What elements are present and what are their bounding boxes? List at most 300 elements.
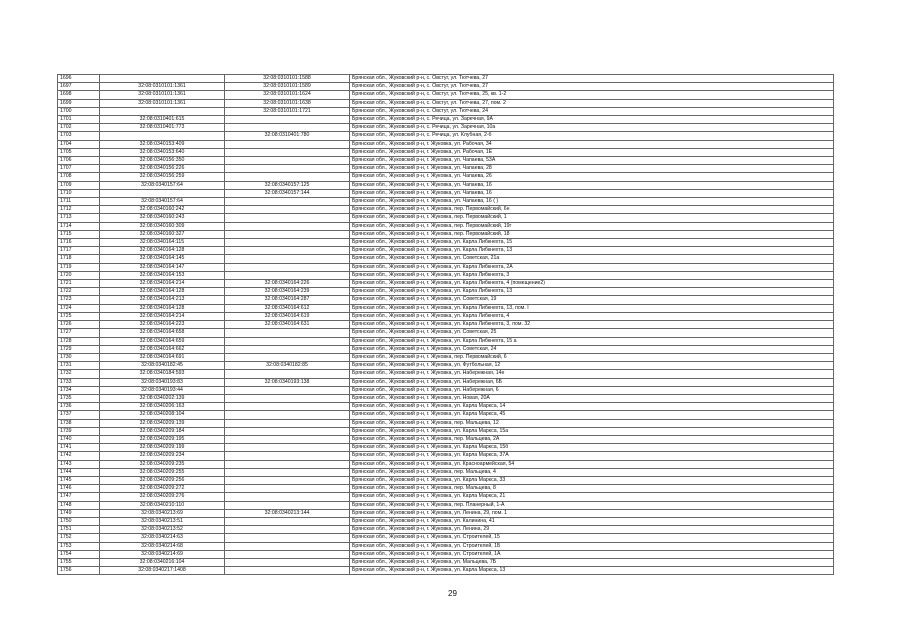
cadastral-number-parcel-cell: 32:08:0310101:1361: [100, 91, 225, 99]
address-cell: Брянская обл., Жуковский р-н, г. Жуковка, ул. Карла Маркса, 33: [350, 476, 834, 484]
address-cell: Брянская обл., Жуковский р-н, г. Жуковка, ул. Калинина, 41: [350, 517, 834, 525]
cadastral-number-building-cell: [225, 567, 350, 575]
cadastral-number-parcel-cell: 32:08:0340202:139: [100, 394, 225, 402]
cadastral-number-building-cell: [225, 403, 350, 411]
cadastral-number-parcel-cell: 32:08:0340164:213: [100, 296, 225, 304]
cadastral-number-building-cell: [225, 198, 350, 206]
cadastral-number-parcel-cell: 32:08:0340164:223: [100, 321, 225, 329]
row-number-cell: 1717: [58, 247, 100, 255]
cadastral-number-building-cell: [225, 493, 350, 501]
cadastral-number-building-cell: [225, 460, 350, 468]
row-number-cell: 1738: [58, 419, 100, 427]
cadastral-number-parcel-cell: 32:08:0340164:214: [100, 280, 225, 288]
table-row: [58, 460, 834, 468]
cadastral-number-building-cell: [225, 534, 350, 542]
cadastral-number-building-cell: [225, 337, 350, 345]
row-number-cell: 1718: [58, 255, 100, 263]
address-cell: Брянская обл., Жуковский р-н, г. Жуковка, пер. Мальцева, 4: [350, 468, 834, 476]
cadastral-number-parcel-cell: [100, 107, 225, 115]
cadastral-number-building-cell: [225, 329, 350, 337]
table-row: [58, 534, 834, 542]
table-row: [58, 75, 834, 83]
cadastral-number-building-cell: 32:08:0340164:619: [225, 312, 350, 320]
table-row: [58, 542, 834, 550]
address-cell: Брянская обл., Жуковский р-н, г. Жуковка, ул. Чапаева, 28: [350, 165, 834, 173]
address-cell: Брянская обл., Жуковский р-н, г. Жуковка, ул. Чапаева, 26: [350, 173, 834, 181]
row-number-cell: 1754: [58, 550, 100, 558]
table-row: [58, 124, 834, 132]
address-cell: Брянская обл., Жуковский р-н, г. Жуковка, ул. Ленина, 29, пом. 1: [350, 509, 834, 517]
cadastral-number-parcel-cell: 32:08:0340182:45: [100, 362, 225, 370]
table-row: [58, 362, 834, 370]
cadastral-number-parcel-cell: 32:08:0340213:51: [100, 517, 225, 525]
cadastral-number-parcel-cell: 32:08:0340164:147: [100, 263, 225, 271]
address-cell: Брянская обл., Жуковский р-н, г. Жуковка, ул. Карла Маркса, 21: [350, 493, 834, 501]
cadastral-number-parcel-cell: [100, 132, 225, 140]
address-cell: Брянская обл., Жуковский р-н, г. Жуковка, ул. Чапаева, 16: [350, 181, 834, 189]
cadastral-number-parcel-cell: 32:08:0340209:234: [100, 452, 225, 460]
cadastral-number-parcel-cell: 32:08:0340193:44: [100, 386, 225, 394]
cadastral-number-parcel-cell: 32:08:0340153:409: [100, 140, 225, 148]
cadastral-number-parcel-cell: 32:08:0310401:773: [100, 124, 225, 132]
address-cell: Брянская обл., Жуковский р-н, с. Речица, ул. Клубная, 2-б: [350, 132, 834, 140]
address-cell: Брянская обл., Жуковский р-н, г. Жуковка, ул. Карла Либкнехта, 15 а: [350, 337, 834, 345]
address-cell: Брянская обл., Жуковский р-н, г. Жуковка, пер. Первомайский, 19г: [350, 222, 834, 230]
cadastral-number-building-cell: [225, 140, 350, 148]
cadastral-number-building-cell: [225, 411, 350, 419]
row-number-cell: 1735: [58, 394, 100, 402]
row-number-cell: 1715: [58, 230, 100, 238]
row-number-cell: 1755: [58, 558, 100, 566]
row-number-cell: 1723: [58, 296, 100, 304]
cadastral-number-parcel-cell: 32:08:0340156:226: [100, 165, 225, 173]
cadastral-number-parcel-cell: 32:08:0340193:83: [100, 378, 225, 386]
address-cell: Брянская обл., Жуковский р-н, г. Жуковка, ул. Мальцева, 7Б: [350, 558, 834, 566]
row-number-cell: 1756: [58, 567, 100, 575]
address-cell: Брянская обл., Жуковский р-н, г. Жуковка, ул. Карла Либкнехта, 13: [350, 288, 834, 296]
table-row: [58, 378, 834, 386]
cadastral-number-building-cell: [225, 558, 350, 566]
row-number-cell: 1731: [58, 362, 100, 370]
row-number-cell: 1699: [58, 99, 100, 107]
cadastral-number-building-cell: 32:08:0340164:631: [225, 321, 350, 329]
cadastral-number-parcel-cell: 32:08:0340210:110: [100, 501, 225, 509]
cadastral-number-parcel-cell: 32:08:0340216:104: [100, 558, 225, 566]
table-row: [58, 173, 834, 181]
cadastral-number-parcel-cell: 32:08:0340209:235: [100, 460, 225, 468]
cadastral-number-building-cell: [225, 206, 350, 214]
table-row: [58, 189, 834, 197]
table-row: [58, 271, 834, 279]
row-number-cell: 1744: [58, 468, 100, 476]
table-row: [58, 353, 834, 361]
address-cell: Брянская обл., Жуковский р-н, г. Жуковка, ул. Новая, 20А: [350, 394, 834, 402]
table-row: [58, 394, 834, 402]
table-row: [58, 288, 834, 296]
cadastral-number-building-cell: [225, 526, 350, 534]
table-row: [58, 435, 834, 443]
table-row: [58, 157, 834, 165]
table-row: [58, 107, 834, 115]
registry-table: [57, 74, 834, 575]
cadastral-number-building-cell: [225, 165, 350, 173]
table-row: [58, 83, 834, 91]
cadastral-number-parcel-cell: 32:08:0340153:640: [100, 148, 225, 156]
table-row: [58, 452, 834, 460]
address-cell: Брянская обл., Жуковский р-н, г. Жуковка, ул. Карла Маркса, 45: [350, 411, 834, 419]
cadastral-number-parcel-cell: 32:08:0340164:214: [100, 312, 225, 320]
table-row: [58, 550, 834, 558]
cadastral-number-parcel-cell: 32:08:0340209:199: [100, 444, 225, 452]
table-row: [58, 526, 834, 534]
cadastral-number-building-cell: [225, 345, 350, 353]
cadastral-number-building-cell: 32:08:0340182:85: [225, 362, 350, 370]
row-number-cell: 1752: [58, 534, 100, 542]
address-cell: Брянская обл., Жуковский р-н, г. Жуковка, ул. Карла Маркса, 13: [350, 567, 834, 575]
row-number-cell: 1748: [58, 501, 100, 509]
table-row: [58, 91, 834, 99]
table-row: [58, 370, 834, 378]
address-cell: Брянская обл., Жуковский р-н, с. Речица, ул. Заречная, 10а: [350, 124, 834, 132]
address-cell: Брянская обл., Жуковский р-н, г. Жуковка, ул. Футбольная, 12: [350, 362, 834, 370]
address-cell: Брянская обл., Жуковский р-н, г. Жуковка, ул. Карла Маркса, 15а: [350, 427, 834, 435]
cadastral-number-building-cell: [225, 550, 350, 558]
cadastral-number-parcel-cell: 32:08:0340209:184: [100, 427, 225, 435]
cadastral-number-building-cell: 32:08:0310101:1588: [225, 75, 350, 83]
cadastral-number-building-cell: [225, 230, 350, 238]
table-row: [58, 255, 834, 263]
cadastral-number-parcel-cell: 32:08:0340160:327: [100, 230, 225, 238]
row-number-cell: 1698: [58, 91, 100, 99]
table-row: [58, 427, 834, 435]
cadastral-number-building-cell: [225, 517, 350, 525]
address-cell: Брянская обл., Жуковский р-н, г. Жуковка, ул. Карла Либкнехта, 4 (помещение2): [350, 280, 834, 288]
cadastral-number-parcel-cell: 32:08:0340209:255: [100, 468, 225, 476]
cadastral-number-parcel-cell: 32:08:0340213:52: [100, 526, 225, 534]
row-number-cell: 1706: [58, 157, 100, 165]
cadastral-number-building-cell: [225, 427, 350, 435]
cadastral-number-building-cell: 32:08:0340213:144: [225, 509, 350, 517]
cadastral-number-building-cell: [225, 386, 350, 394]
row-number-cell: 1734: [58, 386, 100, 394]
cadastral-number-building-cell: [225, 247, 350, 255]
cadastral-number-parcel-cell: 32:08:0310101:1361: [100, 83, 225, 91]
address-cell: Брянская обл., Жуковский р-н, г. Жуковка, ул. Чапаева, 16 ( ): [350, 198, 834, 206]
address-cell: Брянская обл., Жуковский р-н, с. Овстуг, ул. Тютчева, 27: [350, 75, 834, 83]
table-row: [58, 263, 834, 271]
cadastral-number-parcel-cell: [100, 75, 225, 83]
address-cell: Брянская обл., Жуковский р-н, г. Жуковка, ул. Строителей, 1А: [350, 550, 834, 558]
table-row: [58, 230, 834, 238]
row-number-cell: 1733: [58, 378, 100, 386]
row-number-cell: 1713: [58, 214, 100, 222]
cadastral-number-parcel-cell: 32:08:0340157:64: [100, 181, 225, 189]
cadastral-number-parcel-cell: 32:08:0340206:163: [100, 403, 225, 411]
cadastral-number-building-cell: 32:08:0340164:612: [225, 304, 350, 312]
address-cell: Брянская обл., Жуковский р-н, с. Овстуг, ул. Тютчева, 27: [350, 83, 834, 91]
row-number-cell: 1702: [58, 124, 100, 132]
cadastral-number-building-cell: [225, 271, 350, 279]
cadastral-number-building-cell: [225, 124, 350, 132]
address-cell: Брянская обл., Жуковский р-н, г. Жуковка, ул. Ленина, 29: [350, 526, 834, 534]
table-row: [58, 312, 834, 320]
address-cell: Брянская обл., Жуковский р-н, г. Жуковка, ул. Рабочая, 34: [350, 140, 834, 148]
address-cell: Брянская обл., Жуковский р-н, г. Жуковка, ул. Карла Либкнехта, 3: [350, 271, 834, 279]
cadastral-number-parcel-cell: 32:08:0340209:139: [100, 419, 225, 427]
cadastral-number-building-cell: 32:08:0340164:226: [225, 280, 350, 288]
table-row: [58, 468, 834, 476]
address-cell: Брянская обл., Жуковский р-н, г. Жуковка, ул. Карла Маркса, 37А: [350, 452, 834, 460]
cadastral-number-parcel-cell: 32:08:0340214:68: [100, 542, 225, 550]
row-number-cell: 1716: [58, 239, 100, 247]
address-cell: Брянская обл., Жуковский р-н, г. Жуковка, ул. Советская, 24: [350, 345, 834, 353]
table-row: [58, 181, 834, 189]
cadastral-number-parcel-cell: 32:08:0340217:1408: [100, 567, 225, 575]
address-cell: Брянская обл., Жуковский р-н, г. Жуковка, ул. Чапаева, 53А: [350, 157, 834, 165]
cadastral-number-parcel-cell: 32:08:0340209:256: [100, 476, 225, 484]
row-number-cell: 1745: [58, 476, 100, 484]
table-row: [58, 280, 834, 288]
address-cell: Брянская обл., Жуковский р-н, г. Жуковка, пер. Планерный, 1-А: [350, 501, 834, 509]
cadastral-number-building-cell: [225, 222, 350, 230]
row-number-cell: 1736: [58, 403, 100, 411]
row-number-cell: 1697: [58, 83, 100, 91]
table-row: [58, 247, 834, 255]
row-number-cell: 1737: [58, 411, 100, 419]
cadastral-number-building-cell: [225, 452, 350, 460]
address-cell: Брянская обл., Жуковский р-н, г. Жуковка, пер. Первомайский, 1: [350, 214, 834, 222]
address-cell: Брянская обл., Жуковский р-н, г. Жуковка, ул. Карла Маркса, 14: [350, 403, 834, 411]
row-number-cell: 1709: [58, 181, 100, 189]
cadastral-number-parcel-cell: 32:08:0340164:691: [100, 353, 225, 361]
table-row: [58, 501, 834, 509]
row-number-cell: 1711: [58, 198, 100, 206]
cadastral-number-parcel-cell: 32:08:0340164:128: [100, 288, 225, 296]
row-number-cell: 1712: [58, 206, 100, 214]
table-row: [58, 140, 834, 148]
cadastral-number-parcel-cell: 32:08:0340208:104: [100, 411, 225, 419]
address-cell: Брянская обл., Жуковский р-н, г. Жуковка, пер. Мальцева, 8: [350, 485, 834, 493]
table-row: [58, 148, 834, 156]
row-number-cell: 1749: [58, 509, 100, 517]
table-row: [58, 517, 834, 525]
cadastral-number-building-cell: [225, 419, 350, 427]
row-number-cell: 1701: [58, 116, 100, 124]
row-number-cell: 1707: [58, 165, 100, 173]
address-cell: Брянская обл., Жуковский р-н, г. Жуковка, пер. Первомайский, 18: [350, 230, 834, 238]
row-number-cell: 1714: [58, 222, 100, 230]
cadastral-number-building-cell: [225, 468, 350, 476]
cadastral-number-building-cell: [225, 501, 350, 509]
cadastral-number-building-cell: [225, 116, 350, 124]
cadastral-number-building-cell: 32:08:0340193:138: [225, 378, 350, 386]
table-row: [58, 403, 834, 411]
address-cell: Брянская обл., Жуковский р-н, г. Жуковка, ул. Строителей, 15: [350, 534, 834, 542]
table-row: [58, 337, 834, 345]
address-cell: Брянская обл., Жуковский р-н, г. Жуковка, пер. Первомайский, 6: [350, 353, 834, 361]
row-number-cell: 1721: [58, 280, 100, 288]
cadastral-number-parcel-cell: 32:08:0340213:69: [100, 509, 225, 517]
row-number-cell: 1705: [58, 148, 100, 156]
row-number-cell: 1751: [58, 526, 100, 534]
row-number-cell: 1724: [58, 304, 100, 312]
row-number-cell: 1726: [58, 321, 100, 329]
table-row: [58, 485, 834, 493]
cadastral-number-building-cell: 32:08:0310101:1721: [225, 107, 350, 115]
table-row: [58, 321, 834, 329]
cadastral-number-parcel-cell: [100, 189, 225, 197]
table-row: [58, 567, 834, 575]
address-cell: Брянская обл., Жуковский р-н, г. Жуковка, ул. Чапаева, 16: [350, 189, 834, 197]
address-cell: Брянская обл., Жуковский р-н, г. Жуковка, пер. Мальцева, 12: [350, 419, 834, 427]
table-row: [58, 206, 834, 214]
cadastral-number-parcel-cell: 32:08:0340209:276: [100, 493, 225, 501]
table-row: [58, 214, 834, 222]
address-cell: Брянская обл., Жуковский р-н, г. Жуковка, ул. Карла Либкнехта, 13: [350, 247, 834, 255]
table-row: [58, 239, 834, 247]
cadastral-number-building-cell: [225, 370, 350, 378]
row-number-cell: 1742: [58, 452, 100, 460]
address-cell: Брянская обл., Жуковский р-н, г. Жуковка, ул. Набережная, 6Б: [350, 378, 834, 386]
address-cell: Брянская обл., Жуковский р-н, г. Жуковка, пер. Первомайский, 6н: [350, 206, 834, 214]
address-cell: Брянская обл., Жуковский р-н, с. Овстуг, ул. Тютчева, 24: [350, 107, 834, 115]
cadastral-number-parcel-cell: 32:08:0340164:145: [100, 255, 225, 263]
cadastral-number-parcel-cell: 32:08:0340184:593: [100, 370, 225, 378]
cadastral-number-building-cell: [225, 444, 350, 452]
cadastral-number-parcel-cell: 32:08:0340164:128: [100, 247, 225, 255]
row-number-cell: 1704: [58, 140, 100, 148]
cadastral-number-building-cell: [225, 239, 350, 247]
cadastral-number-parcel-cell: 32:08:0340157:64: [100, 198, 225, 206]
row-number-cell: 1720: [58, 271, 100, 279]
address-cell: Брянская обл., Жуковский р-н, с. Речица, ул. Заречная, 9А: [350, 116, 834, 124]
address-cell: Брянская обл., Жуковский р-н, г. Жуковка, ул. Советская, 19: [350, 296, 834, 304]
table-row: [58, 198, 834, 206]
cadastral-number-building-cell: [225, 148, 350, 156]
row-number-cell: 1722: [58, 288, 100, 296]
row-number-cell: 1710: [58, 189, 100, 197]
cadastral-number-parcel-cell: 32:08:0340160:243: [100, 214, 225, 222]
address-cell: Брянская обл., Жуковский р-н, с. Овстуг, ул. Тютчева, 25, кв. 1-2: [350, 91, 834, 99]
cadastral-number-building-cell: [225, 476, 350, 484]
registry-table-body: [58, 75, 834, 575]
cadastral-number-parcel-cell: 32:08:0340209:272: [100, 485, 225, 493]
row-number-cell: 1743: [58, 460, 100, 468]
cadastral-number-building-cell: [225, 485, 350, 493]
row-number-cell: 1725: [58, 312, 100, 320]
cadastral-number-building-cell: 32:08:0340157:125: [225, 181, 350, 189]
cadastral-number-parcel-cell: 32:08:0340156:259: [100, 173, 225, 181]
row-number-cell: 1740: [58, 435, 100, 443]
cadastral-number-building-cell: 32:08:0310101:1638: [225, 99, 350, 107]
address-cell: Брянская обл., Жуковский р-н, г. Жуковка, ул. Карла Либкнехта, 2А: [350, 263, 834, 271]
address-cell: Брянская обл., Жуковский р-н, г. Жуковка, ул. Строителей, 1Б: [350, 542, 834, 550]
row-number-cell: 1750: [58, 517, 100, 525]
cadastral-number-building-cell: [225, 435, 350, 443]
address-cell: Брянская обл., Жуковский р-н, г. Жуковка, ул. Набережная, 14е: [350, 370, 834, 378]
row-number-cell: 1746: [58, 485, 100, 493]
cadastral-number-building-cell: [225, 255, 350, 263]
row-number-cell: 1719: [58, 263, 100, 271]
cadastral-number-building-cell: 32:08:0310101:1589: [225, 83, 350, 91]
cadastral-number-building-cell: [225, 157, 350, 165]
cadastral-number-building-cell: [225, 353, 350, 361]
row-number-cell: 1729: [58, 345, 100, 353]
row-number-cell: 1730: [58, 353, 100, 361]
cadastral-number-parcel-cell: 32:08:0340214:69: [100, 550, 225, 558]
cadastral-number-parcel-cell: 32:08:0340160:242: [100, 206, 225, 214]
table-row: [58, 558, 834, 566]
table-row: [58, 304, 834, 312]
row-number-cell: 1708: [58, 173, 100, 181]
address-cell: Брянская обл., Жуковский р-н, г. Жуковка, ул. Рабочая, 1Е: [350, 148, 834, 156]
row-number-cell: 1732: [58, 370, 100, 378]
table-row: [58, 411, 834, 419]
table-row: [58, 345, 834, 353]
address-cell: Брянская обл., Жуковский р-н, г. Жуковка, ул. Карла Маркса, 15б: [350, 444, 834, 452]
address-cell: Брянская обл., Жуковский р-н, г. Жуковка, ул. Карла Либкнехта, 4: [350, 312, 834, 320]
table-row: [58, 386, 834, 394]
cadastral-number-parcel-cell: 32:08:0340164:658: [100, 329, 225, 337]
address-cell: Брянская обл., Жуковский р-н, г. Жуковка, ул. Советская, 25: [350, 329, 834, 337]
cadastral-number-building-cell: [225, 173, 350, 181]
table-row: [58, 99, 834, 107]
row-number-cell: 1700: [58, 107, 100, 115]
cadastral-number-building-cell: 32:08:0340157:144: [225, 189, 350, 197]
cadastral-number-parcel-cell: 32:08:0340160:309: [100, 222, 225, 230]
row-number-cell: 1727: [58, 329, 100, 337]
cadastral-number-building-cell: [225, 214, 350, 222]
row-number-cell: 1753: [58, 542, 100, 550]
cadastral-number-building-cell: 32:08:0310101:1624: [225, 91, 350, 99]
cadastral-number-parcel-cell: 32:08:0340209:195: [100, 435, 225, 443]
address-cell: Брянская обл., Жуковский р-н, с. Овстуг, ул. Тютчева, 27, пом. 2: [350, 99, 834, 107]
address-cell: Брянская обл., Жуковский р-н, г. Жуковка, пер. Мальцева, 2А: [350, 435, 834, 443]
address-cell: Брянская обл., Жуковский р-н, г. Жуковка, ул. Карла Либкнехта, 15: [350, 239, 834, 247]
table-row: [58, 132, 834, 140]
row-number-cell: 1696: [58, 75, 100, 83]
row-number-cell: 1739: [58, 427, 100, 435]
cadastral-number-building-cell: 32:08:0340164:239: [225, 288, 350, 296]
cadastral-number-parcel-cell: 32:08:0340156:350: [100, 157, 225, 165]
cadastral-number-parcel-cell: 32:08:0340214:63: [100, 534, 225, 542]
address-cell: Брянская обл., Жуковский р-н, г. Жуковка, ул. Карла Либкнехта, 3, пом. 32: [350, 321, 834, 329]
address-cell: Брянская обл., Жуковский р-н, г. Жуковка, ул. Набережная, 6: [350, 386, 834, 394]
cadastral-number-parcel-cell: 32:08:0340164:128: [100, 304, 225, 312]
address-cell: Брянская обл., Жуковский р-н, г. Жуковка, ул. Красноармейская, 54: [350, 460, 834, 468]
cadastral-number-parcel-cell: 32:08:0340164:115: [100, 239, 225, 247]
cadastral-number-building-cell: [225, 542, 350, 550]
page-number: 29: [448, 589, 457, 598]
address-cell: Брянская обл., Жуковский р-н, г. Жуковка, ул. Карла Либкнехта, 13, пом. I: [350, 304, 834, 312]
cadastral-number-parcel-cell: 32:08:0310401:615: [100, 116, 225, 124]
table-row: [58, 444, 834, 452]
table-row: [58, 165, 834, 173]
cadastral-number-building-cell: 32:08:0340164:287: [225, 296, 350, 304]
table-row: [58, 329, 834, 337]
table-row: [58, 509, 834, 517]
table-row: [58, 222, 834, 230]
cadastral-number-building-cell: [225, 263, 350, 271]
row-number-cell: 1747: [58, 493, 100, 501]
cadastral-number-parcel-cell: 32:08:0340164:153: [100, 271, 225, 279]
cadastral-number-parcel-cell: 32:08:0310101:1361: [100, 99, 225, 107]
cadastral-number-building-cell: [225, 394, 350, 402]
table-row: [58, 419, 834, 427]
cadastral-number-building-cell: 32:08:0310401:780: [225, 132, 350, 140]
row-number-cell: 1728: [58, 337, 100, 345]
cadastral-number-parcel-cell: 32:08:0340164:662: [100, 345, 225, 353]
